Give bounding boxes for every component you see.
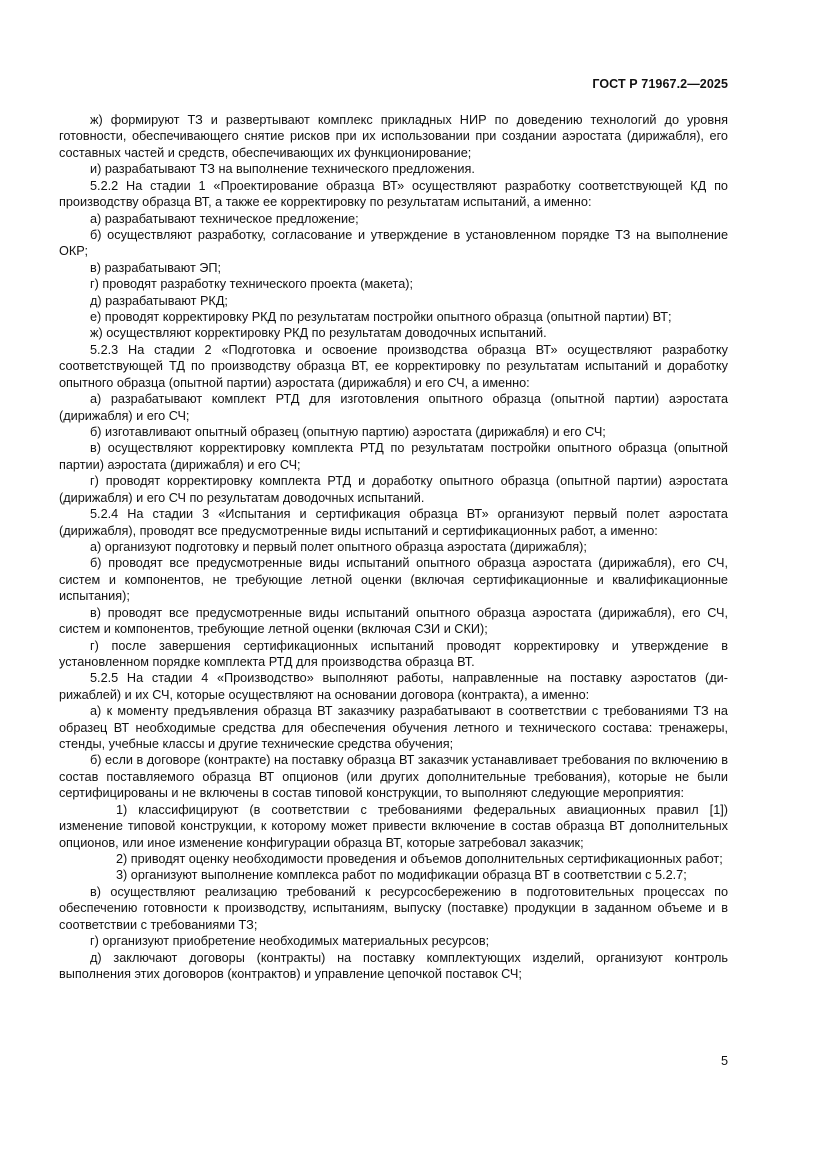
paragraph: б) изготавливают опытный образец (опытную партию) аэростата (дирижабля) и его СЧ;: [90, 425, 606, 440]
paragraph: в) проводят все предусмотренные виды испытаний опытного образца аэростата (дирижабля), его СЧ, систем и компонентов, требующие летной оценки (включая СЗИ и СКИ);: [59, 605, 728, 637]
paragraph: в) разрабатывают ЭП;: [90, 260, 222, 275]
page-body: [59, 112, 728, 982]
paragraph: г) проводят корректировку комплекта РТД и доработку опытного образца (опытной партии) аэростата (дирижабля) и его СЧ по результатам доводочных испытаний.: [59, 474, 728, 505]
paragraph: г) организуют приобретение необходимых материальных ресурсов;: [90, 934, 490, 949]
paragraph: б) осуществляют разработку, согласование и утверждение в установленном порядке ТЗ на выполнение ОКР;: [59, 227, 728, 259]
paragraph: а) разрабатывают комплект РТД для изготовления опытного образца (опытной партии) аэростата (дирижабля) и его СЧ;: [59, 392, 728, 423]
paragraph: ж) осуществляют корректировку РКД по результатам доводочных испытаний.: [90, 326, 547, 341]
paragraph: г) проводят разработку технического проекта (макета);: [90, 277, 414, 292]
sub-list-item: 2) приводят оценку необходимости проведения и объемов дополнительных сертификационных работ;: [116, 851, 723, 866]
paragraph: а) организуют подготовку и первый полет опытного образца аэростата (дирижабля);: [90, 539, 587, 554]
paragraph: в) осуществляют реализацию требований к ресурсосбережению в подготовительных процессах по обеспечению готовности к производству, испытаниям, выпуску (поставке) продукции в заданном объеме и в соответствии с требованиями ТЗ;: [59, 884, 728, 932]
paragraph: 5.2.5 На стадии 4 «Производство» выполняют работы, направленные на поставку аэростатов (дирижаблей) и их СЧ, которые осуществляют на основании договора (контракта), а именно:: [59, 671, 728, 702]
sub-list-item: 3) организуют выполнение комплекса работ по модификации образца ВТ в соответствии с 5.2.7;: [116, 868, 687, 883]
document-standard-number: ГОСТ Р 71967.2—2025: [592, 77, 728, 91]
paragraph: в) осуществляют корректировку комплекта РТД по результатам постройки опытного образца (опытной партии) аэростата (дирижабля) и его СЧ;: [59, 441, 728, 472]
paragraph: а) разрабатывают техническое предложение;: [90, 211, 359, 226]
paragraph: 5.2.2 На стадии 1 «Проектирование образца ВТ» осуществляют разработку соответствующей КД по производству образца ВТ, а также ее корректировку по результатам испытаний, а именно:: [59, 178, 728, 210]
paragraph: д) заключают договоры (контракты) на поставку комплектующих изделий, организуют контроль выполнения этих договоров (контрактов) и управление цепочкой поставок СЧ;: [59, 950, 728, 981]
paragraph: б) если в договоре (контракте) на поставку образца ВТ заказчик устанавливает требования по включению в состав поставляемого образца ВТ опционов (или других дополнительные требования), которые не были сертифицированы и не включены в состав типовой конструкции, то выполняют следующие мероприятия:: [59, 753, 728, 801]
sub-list-item: 1) классифицируют (в соответствии с требованиями федеральных авиационных правил [1]) изменение типовой конструкции, к которому может привести включение в состав образца ВТ дополнительных опционов, или иное изменение конфигурации образца ВТ, которые затребовал заказчик;: [59, 802, 728, 850]
paragraph: и) разрабатывают ТЗ на выполнение технического предложения.: [90, 162, 475, 177]
paragraph: 5.2.4 На стадии 3 «Испытания и сертификация образца ВТ» организуют первый полет аэростата (дирижабля), проводят все предусмотренные виды испытаний и сертификационных работ, а именно:: [59, 507, 728, 538]
paragraph: е) проводят корректировку РКД по результатам постройки опытного образца (опытной партии) ВТ;: [90, 310, 672, 325]
paragraph: г) после завершения сертификационных испытаний проводят корректировку и утверждение в установленном порядке комплекта РТД для производства образца ВТ.: [59, 638, 728, 669]
page-number: 5: [720, 1054, 728, 1068]
paragraph: 5.2.3 На стадии 2 «Подготовка и освоение производства образца ВТ» осуществляют разработку соответствующей ТД по производству образца ВТ, ее корректировку по результатам испытаний и доработку опытного образца (опытной партии) аэростата (дирижабля) и его СЧ, а именно:: [59, 342, 728, 390]
paragraph: ж) формируют ТЗ и развертывают комплекс прикладных НИР по доведению технологий до уровня готовности, обеспечивающего снятие рисков при их использовании при создании аэростата (дирижабля), его составных частей и средств, обеспечивающих их функционирование;: [59, 113, 728, 160]
paragraph: а) к моменту предъявления образца ВТ заказчику разрабатывают в соответствии с требованиями ТЗ на образец ВТ необходимые средства для обеспечения обучения летного и технического состава: тренажеры, стенды, учебные классы и другие технические средства обучения;: [59, 704, 728, 752]
paragraph: б) проводят все предусмотренные виды испытаний опытного образца аэростата (дирижабля), его СЧ, систем и компонентов, не требующие летной оценки (включая сертификационные и квалификационные испытания);: [59, 556, 728, 604]
paragraph: д) разрабатывают РКД;: [90, 293, 228, 308]
